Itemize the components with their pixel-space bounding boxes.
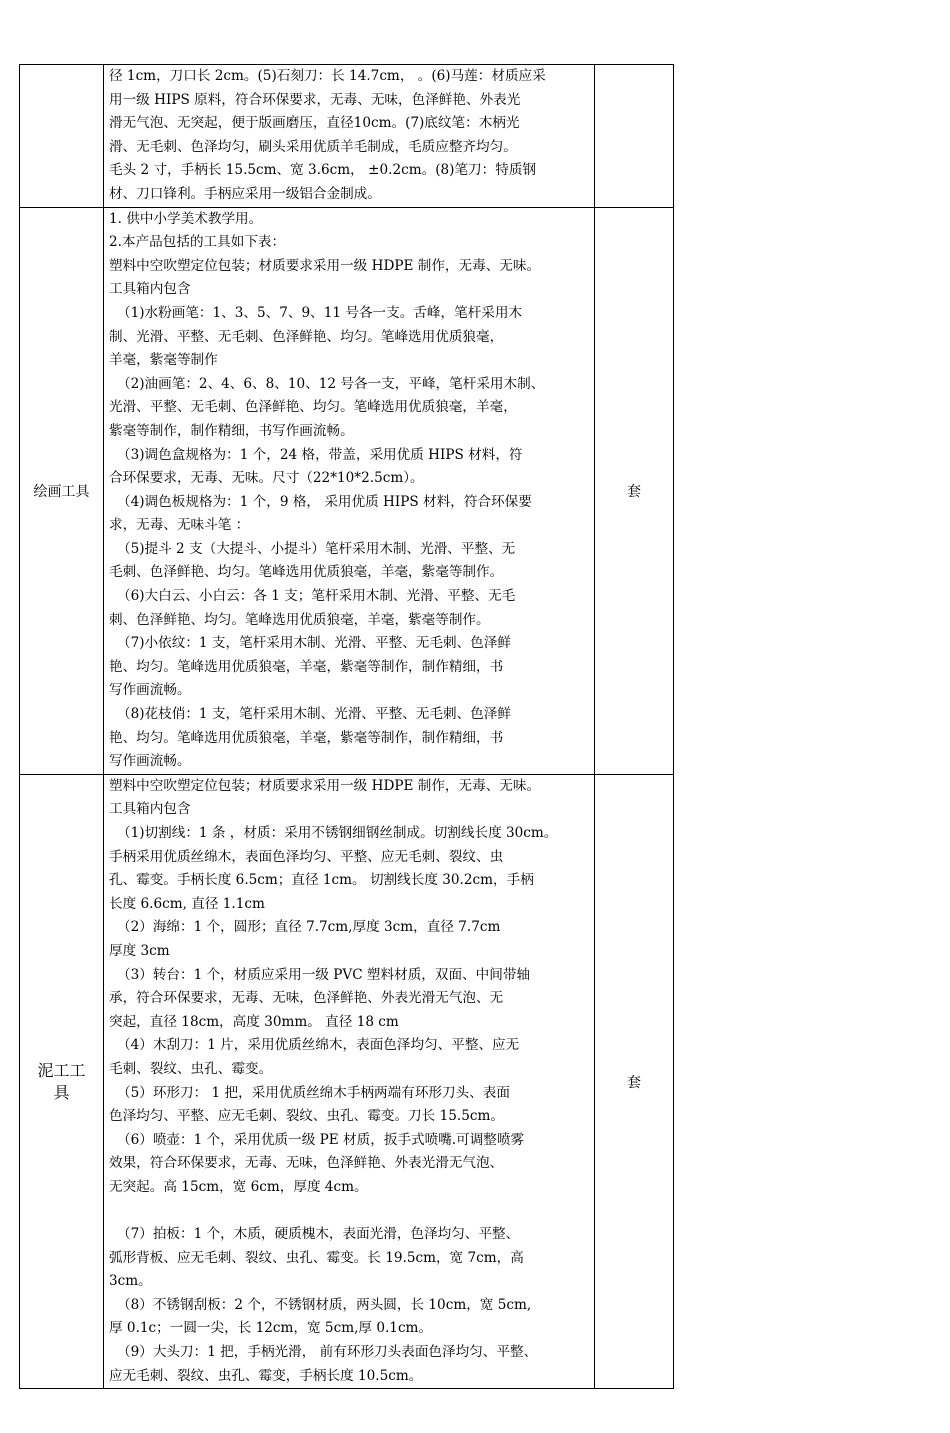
description-line: 紫毫等制作，制作精细，书写作画流畅。 <box>109 422 354 439</box>
description-line: （4)调色板规格为：1 个，9 格， 采用优质 HIPS 材料，符合环保要 <box>117 493 532 510</box>
description-line: 塑料中空吹塑定位包装；材质要求采用一级 HDPE 制作，无毒、无味。 <box>109 777 541 794</box>
item-unit-cell: 套 <box>595 207 674 774</box>
description-line: （8）不锈钢刮板：2 个，不锈钢材质，两头圆，长 10cm，宽 5cm, <box>117 1296 532 1313</box>
item-description-cell <box>104 207 595 774</box>
description-line: 羊毫，紫毫等制作 <box>109 352 218 369</box>
description-line: 材、刀口锋利。手柄应采用一级铝合金制成。 <box>109 185 381 202</box>
description-line: （6)大白云、小白云：各 1 支；笔杆采用木制、光滑、平整、无毛 <box>117 588 516 605</box>
description-line: （4）木刮刀：1 片，采用优质丝绵木，表面色泽均匀、平整、应无 <box>117 1037 520 1054</box>
description-line: 滑、无毛刺、色泽均匀，刷头采用优质羊毛制成，毛质应整齐均匀。 <box>109 138 517 155</box>
description-line: （9）大头刀：1 把，手柄光滑， 前有环形刀头表面色泽均匀、平整、 <box>117 1344 538 1361</box>
spec-table <box>19 64 674 1389</box>
description-line: （5)提斗 2 支（大提斗、小提斗）笔杆采用木制、光滑、平整、无 <box>117 540 516 557</box>
description-line: 艳、均匀。笔峰选用优质狼毫，羊毫，紫毫等制作，制作精细，书 <box>109 658 504 675</box>
description-line: 滑无气泡、无突起，便于版画磨压，直径10cm。(7)底纹笔：木柄光 <box>109 115 520 132</box>
item-unit-cell: 套 <box>595 774 674 1388</box>
description-line: 1. 供中小学美术教学用。 <box>109 210 263 227</box>
description-line: 工具箱内包含 <box>109 801 191 818</box>
item-name-part: 泥工工具 <box>37 1060 86 1102</box>
table-row <box>20 774 674 1388</box>
description-line: 承，符合环保要求，无毒、无味，色泽鲜艳、外表光滑无气泡、无 <box>109 990 504 1007</box>
description-line: （2)油画笔：2、4、6、8、10、12 号各一支，平峰，笔杆采用木制、 <box>117 375 545 392</box>
description-line: （3)调色盒规格为：1 个，24 格，带盖，采用优质 HIPS 材料，符 <box>117 446 523 463</box>
description-line: 突起，直径 18cm，高度 30mm。 直径 18 cm <box>109 1013 399 1030</box>
description-line: （7）拍板：1 个，木质，硬质槐木，表面光滑，色泽均匀、平整、 <box>117 1226 520 1243</box>
description-line: 2.本产品包括的工具如下表： <box>109 234 286 251</box>
description-line: 合环保要求，无毒、无味。尺寸（22*10*2.5cm）。 <box>109 470 424 487</box>
description-line: 厚 0.1c；一圆一尖，长 12cm，宽 5cm,厚 0.1cm。 <box>109 1320 433 1337</box>
description-line: 塑料中空吹塑定位包装；材质要求采用一级 HDPE 制作，无毒、无味。 <box>109 257 541 274</box>
description-line: （3）转台：1 个，材质应采用一级 PVC 塑料材质，双面、中间带轴 <box>117 966 531 983</box>
description-line: （8)花枝俏：1 支，笔杆采用木制、光滑、平整、无毛刺、色泽鲜 <box>117 706 511 723</box>
description-line: 写作画流畅。 <box>109 682 191 699</box>
description-line: （5）环形刀： 1 把，采用优质丝绵木手柄两端有环形刀头、表面 <box>117 1084 510 1101</box>
description-line: 刺、色泽鲜艳、均匀。笔峰选用优质狼毫，羊毫，紫毫等制作。 <box>109 611 490 628</box>
description-line: 写作画流畅。 <box>109 753 191 770</box>
description-line: 弧形背板、应无毛刺、裂纹、虫孔、霉变。长 19.5cm，宽 7cm，高 <box>109 1249 524 1266</box>
description-line: 3cm。 <box>109 1273 152 1290</box>
description-line: （6）喷壶：1 个，采用优质一级 PE 材质，扳手式喷嘴.可调整喷雾 <box>117 1131 525 1148</box>
description-line: 手柄采用优质丝绵木，表面色泽均匀、平整、应无毛刺、裂纹、虫 <box>109 848 504 865</box>
description-line: 应无毛刺、裂纹、虫孔、霉变，手柄长度 10.5cm。 <box>109 1367 423 1384</box>
description-line <box>109 1200 591 1224</box>
description-line: 无突起。高 15cm，宽 6cm，厚度 4cm。 <box>109 1178 368 1195</box>
description-line: 径 1cm，刀口长 2cm。(5)石刻刀：长 14.7cm， 。(6)马莲：材质应采 <box>109 68 546 84</box>
description-line: 艳、均匀。笔峰选用优质狼毫，羊毫，紫毫等制作，制作精细，书 <box>109 729 504 746</box>
description-line: 毛刺、色泽鲜艳、均匀。笔峰选用优质狼毫，羊毫，紫毫等制作。 <box>109 564 504 581</box>
description-line: 求，无毒、无味斗笔 ： <box>109 517 250 534</box>
description-line: （1)切割线：1 条 ，材质：采用不锈钢细钢丝制成。切割线长度 30cm。 <box>117 825 558 841</box>
description-line: 孔、霉变。手柄长度 6.5cm；直径 1cm。 切割线长度 30.2cm，手柄 <box>109 872 534 889</box>
item-unit-cell <box>595 65 674 208</box>
description-line: 制、光滑、平整、无毛刺、色泽鲜艳、均匀。笔峰选用优质狼毫， <box>109 328 504 345</box>
table-row <box>20 65 674 208</box>
description-line: 毛头 2 寸，手柄长 15.5cm、宽 3.6cm， ±0.2cm。(8)笔刀：特质钢 <box>109 162 537 179</box>
description-line: 用一级 HIPS 原料，符合环保要求，无毒、无味，色泽鲜艳、外表光 <box>109 91 521 108</box>
description-line: （2）海绵：1 个，圆形；直径 7.7cm,厚度 3cm，直径 7.7cm <box>117 919 501 936</box>
description-line: 工具箱内包含 <box>109 281 191 298</box>
item-description-cell <box>104 774 595 1388</box>
table-row <box>20 207 674 774</box>
item-name-cell <box>20 65 104 208</box>
description-line: （7)小依纹：1 支，笔杆采用木制、光滑、平整、无毛刺、色泽鲜 <box>117 635 511 652</box>
description-line: 毛刺、裂纹、虫孔、霉变。 <box>109 1060 273 1077</box>
description-line: 长度 6.6cm, 直径 1.1cm <box>109 895 265 912</box>
item-description-cell <box>104 65 595 208</box>
description-line: 厚度 3cm <box>109 942 170 959</box>
description-line: 光滑、平整、无毛刺、色泽鲜艳、均匀。笔峰选用优质狼毫，羊毫， <box>109 399 517 416</box>
item-name-cell <box>20 774 104 1388</box>
description-line: 效果，符合环保要求，无毒、无味，色泽鲜艳、外表光滑无气泡、 <box>109 1155 504 1172</box>
item-name-cell: 绘画工具 <box>20 207 104 774</box>
description-line: （1)水粉画笔：1、3、5、7、9、11 号各一支。舌峰，笔杆采用木 <box>117 304 523 321</box>
description-line: 色泽均匀、平整、应无毛刺、裂纹、虫孔、霉变。刀长 15.5cm。 <box>109 1108 504 1125</box>
